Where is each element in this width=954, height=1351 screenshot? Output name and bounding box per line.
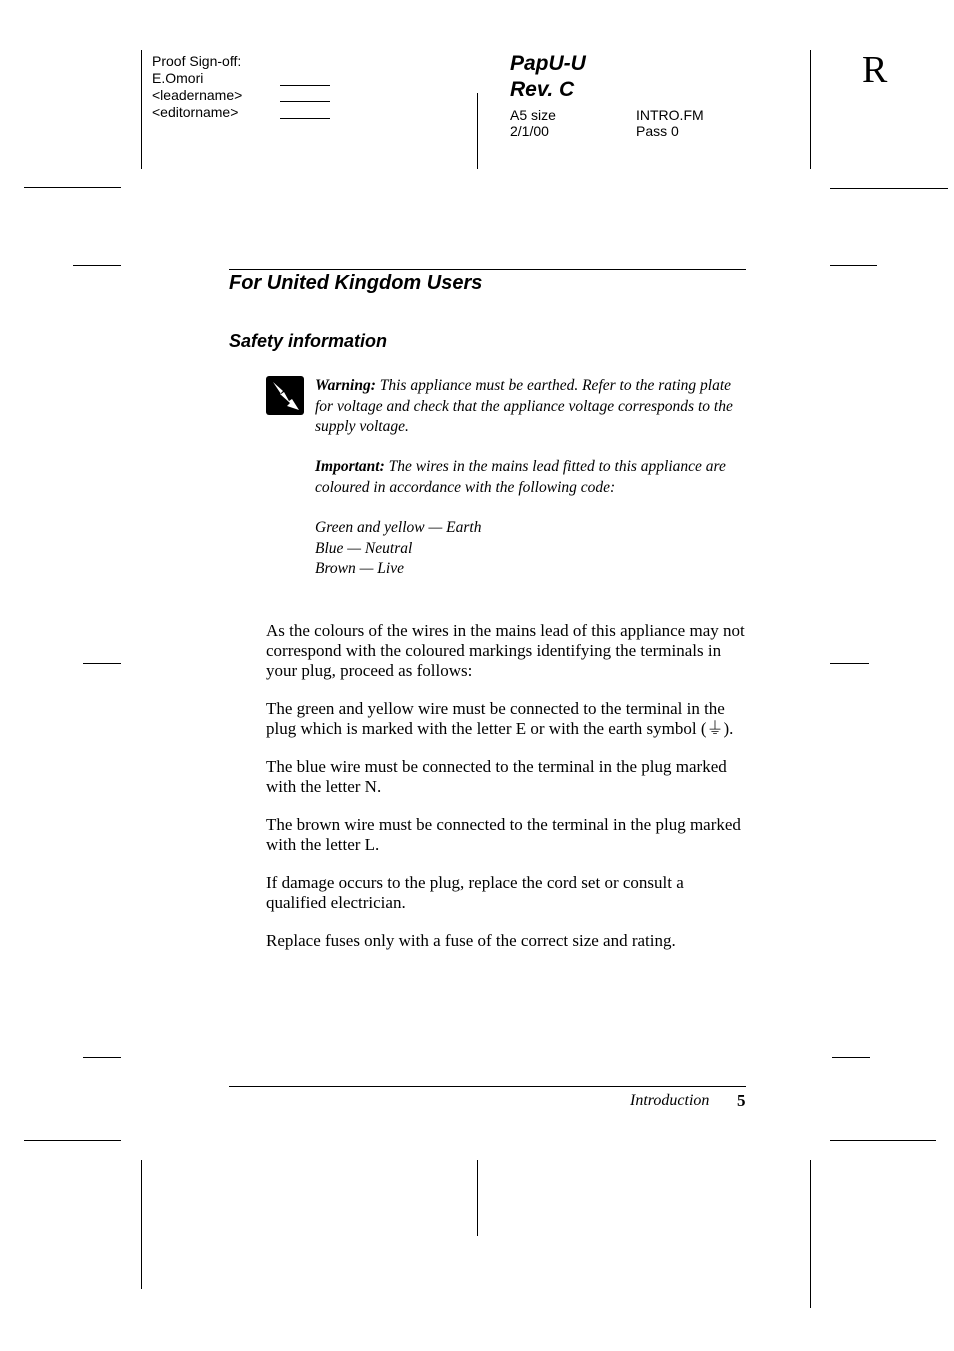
proof-sign-off (152, 53, 242, 121)
crop-mark (830, 1140, 936, 1141)
paragraph: The green and yellow wire must be connected to the terminal in the plug which is marked with the letter E or with the earth symbol (⏚). (266, 699, 734, 738)
crop-mark (830, 188, 948, 189)
crop-mark (477, 93, 478, 169)
warning-text: This appliance must be earthed. Refer to the rating plate for voltage and check that the appliance voltage corresponds to the supply voltage. (315, 377, 733, 435)
color-code-list (315, 518, 745, 580)
crop-mark (810, 1160, 811, 1308)
proof-leader: <leadername> (152, 87, 243, 103)
page-number: 5 (737, 1091, 746, 1110)
warning-note (315, 376, 745, 438)
revision: Rev. C (510, 78, 575, 101)
crop-mark (830, 663, 869, 664)
signature-line (280, 101, 330, 102)
proof-name: E.Omori (152, 70, 204, 86)
warning-lightning-icon (266, 376, 304, 415)
paragraph: As the colours of the wires in the mains lead of this appliance may not correspond with the coloured markings identifying the terminals in your plug, proceed as follows: (266, 621, 745, 680)
crop-mark (810, 50, 811, 169)
crop-mark (477, 1160, 478, 1236)
color-code-neutral: Blue — Neutral (315, 539, 413, 557)
crop-mark (832, 1057, 870, 1058)
pass-number: Pass 0 (636, 123, 679, 139)
paper-size: A5 size (510, 107, 556, 123)
crop-mark (73, 265, 121, 266)
crop-mark (83, 1057, 121, 1058)
crop-mark (24, 187, 121, 188)
important-label: Important: (315, 458, 385, 475)
signature-line (280, 118, 330, 119)
paragraph: Replace fuses only with a fuse of the correct size and rating. (266, 931, 676, 950)
proof-title: Proof Sign-off: (152, 53, 242, 69)
side-mark: R (862, 49, 888, 91)
product-name: PapU-U (510, 52, 586, 75)
file-name: INTRO.FM (636, 107, 704, 123)
color-code-live: Brown — Live (315, 560, 404, 577)
signature-line (280, 85, 330, 86)
subsection-title: Safety information (229, 331, 388, 351)
color-code-earth: Green and yellow — Earth (315, 519, 482, 536)
footer-chapter: Introduction (630, 1092, 710, 1109)
paragraph: If damage occurs to the plug, replace the cord set or consult a qualified electrician. (266, 873, 684, 912)
crop-mark (141, 1160, 142, 1289)
crop-mark (830, 265, 877, 266)
paragraph: The blue wire must be connected to the terminal in the plug marked with the letter N. (266, 757, 727, 796)
warning-label: Warning: (315, 377, 376, 394)
important-text: The wires in the mains lead fitted to this appliance are coloured in accordance with the following code: (315, 458, 726, 496)
proof-editor: <editorname> (152, 104, 239, 120)
important-note (315, 457, 745, 498)
section-title: For United Kingdom Users (229, 272, 483, 294)
crop-mark (24, 1140, 121, 1141)
product-revision (510, 51, 586, 103)
crop-mark (141, 50, 142, 169)
paragraph: The brown wire must be connected to the terminal in the plug marked with the letter L. (266, 815, 741, 854)
crop-mark (83, 663, 121, 664)
body-text (266, 621, 746, 969)
footer-rule (229, 1086, 746, 1087)
document-date: 2/1/00 (510, 123, 549, 139)
section-rule (229, 269, 746, 270)
